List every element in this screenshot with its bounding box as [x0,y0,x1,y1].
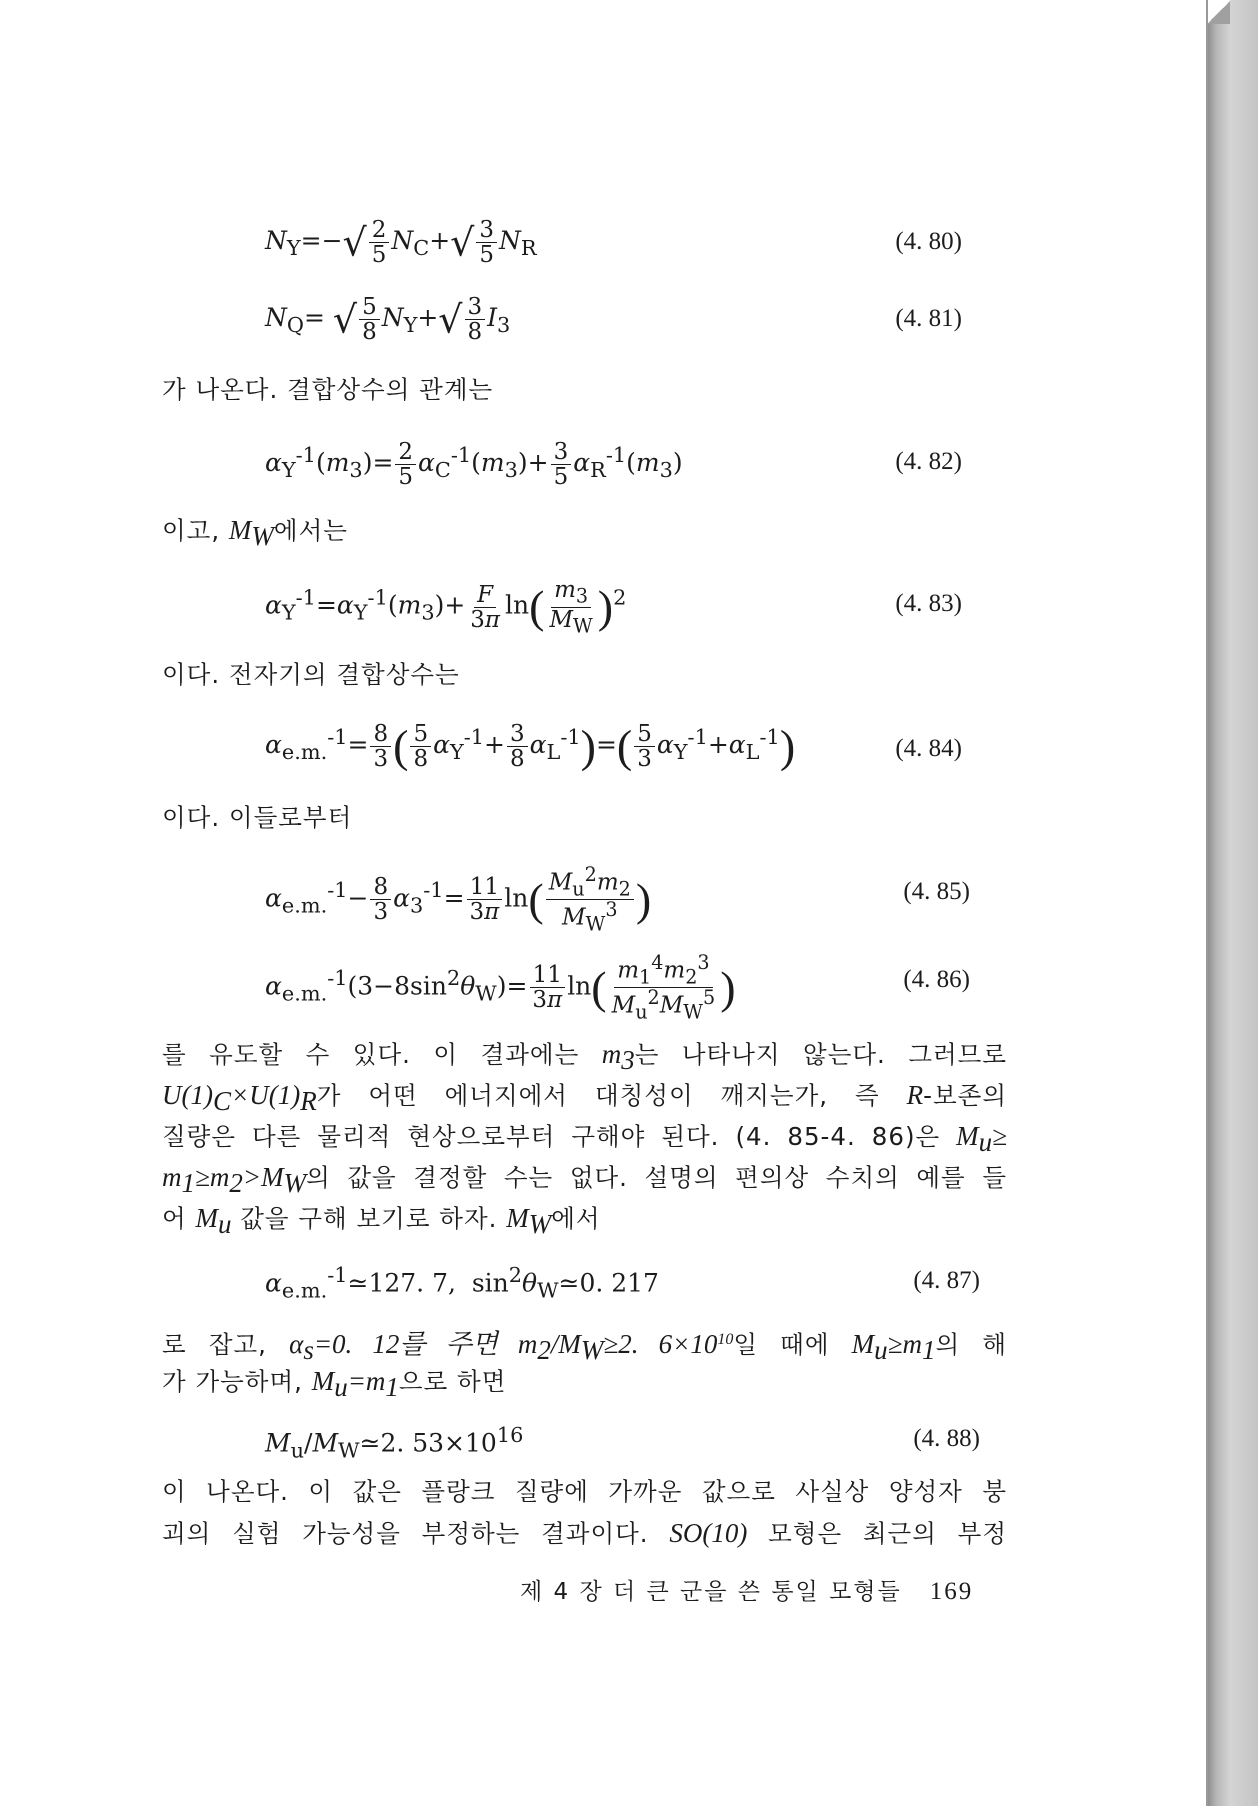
paragraph-line: 이 나온다. 이 값은 플랑크 질량에 가까운 값으로 사실상 양성자 붕 [162,1477,1007,1506]
equation-number: (4. 84) [895,735,962,762]
equation-number: (4. 82) [895,448,962,475]
paragraph-line: $m_1\ge m_2>M_W$의 값을 결정할 수는 없다. 설명의 편의상 수치의 예를 들 [162,1162,1007,1198]
equation-4-81: $N_Q=$ √ $\frac{5}{8}$ $N_Y+√$ $\frac{3}{8}$ $I_3$ [265,294,511,346]
equation-number: (4. 87) [913,1267,980,1294]
equation-4-88: $M_u/M_W≃2$. $53\times 10^{16}$ [265,1423,524,1463]
paragraph-line: 괴의 실험 가능성을 부정하는 결과이다. SO(10) 모형은 최근의 부정 [162,1518,1007,1548]
paragraph-line: 가 가능하며, $M_u=m_1$으로 하면 [162,1366,507,1402]
page-footer [520,1573,973,1606]
equation-4-87: $\alpha_{e.m.}^{-1}≃127$. 7, $\sin^2\theta_W≃0$. 217 [265,1263,659,1303]
paragraph-line: 를 유도할 수 있다. 이 결과에는 $m_3$는 나타나지 않는다. 그러므로 [162,1039,1007,1075]
paragraph: 이다. 이들로부터 [162,803,353,832]
equation-4-82: $\alpha_Y^{-1}(m_3)=$ $\frac{2}{5}$ $\alpha_C^{-1}(m_3)+$ $\frac{3}{5}$ $\alpha_R^{-1}(m_3)$ [265,439,683,491]
equation-4-85: $\alpha_{e.m.}^{-1}-$ $\frac{8}{3}$ $\alpha_3^{-1}=$ $\frac{11}{3\pi}$ ln( $\frac{M_u^2m_2}{M_W^3}$ ) [265,863,652,936]
equation-number: (4. 81) [895,305,962,332]
chapter-title: 제 4 장 더 큰 군을 쓴 통일 모형들 [520,1579,902,1605]
equation-4-83: $\alpha_Y^{-1}=\alpha_Y^{-1}(m_3)+$ $\frac{F}{3\pi}$ ln( $\frac{m_3}{M_W}$ )$^2$ [265,577,627,638]
equation-4-84: $\alpha_{e.m.}^{-1}=$ $\frac{8}{3}$ ( $\frac{5}{8}$ $\alpha_Y^{-1}+$ $\frac{3}{8}$ $\alpha_L^{-1})=$( $\frac{5}{3}$ $\alpha_Y^{-1}+\alpha_L^{-1}$) [265,720,796,773]
page-curl [1208,0,1258,1806]
paragraph-line: 로 잡고, $\alpha_s=0$. 12를 주면 $m_2/M_W\ge 2$. $6\times 10^{10}$일 때에 $M_u\ge m_1$의 해 [162,1329,1007,1366]
equation-number: (4. 88) [913,1425,980,1452]
paragraph-line: $U(1)_C\times U(1)_R$가 어떤 에너지에서 대칭성이 깨지는가, 즉 R-보존의 [162,1080,1007,1116]
paragraph-line: 어 $M_u$ 값을 구해 보기로 하자. $M_W$에서 [162,1203,601,1239]
equation-number: (4. 85) [903,878,970,905]
equation-number: (4. 83) [895,590,962,617]
equation-4-86: $\alpha_{e.m.}^{-1}(3-8\sin^2\theta_W)=$ $\frac{11}{3\pi}$ ln( $\frac{m_1^4m_2^3}{M_u^2M_W^5}$ ) [265,951,736,1024]
equation-number: (4. 86) [903,966,970,993]
equation-4-80: $N_Y=-√$ $\frac{2}{5}$ $N_C+√$ $\frac{3}{5}$ $N_R$ [265,217,537,269]
paragraph: 이고, $M_W$에서는 [162,515,348,551]
paragraph: 가 나온다. 결합상수의 관계는 [162,375,494,404]
paragraph: 이다. 전자기의 결합상수는 [162,660,460,689]
page-number: 169 [929,1578,974,1605]
equation-number: (4. 80) [895,228,962,255]
paragraph-line: 질량은 다른 물리적 현상으로부터 구해야 된다. (4. 85-4. 86)은 $M_u\ge$ [162,1121,1007,1157]
